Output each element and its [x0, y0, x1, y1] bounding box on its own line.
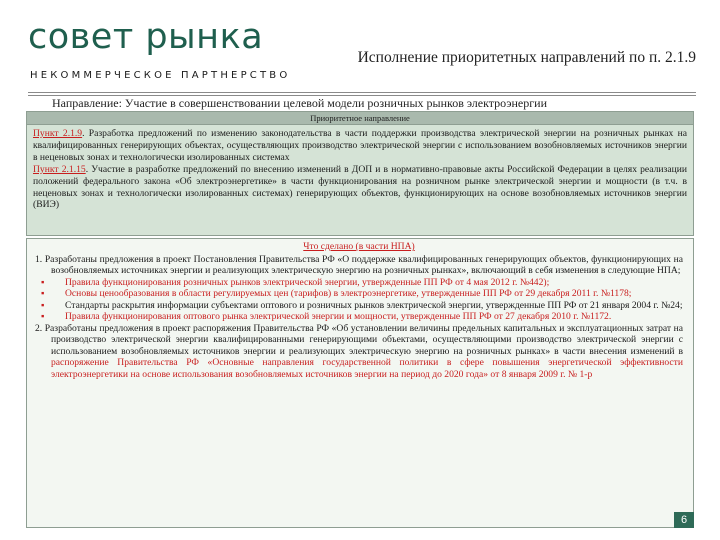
page-number: 6 [674, 512, 694, 528]
list-item [35, 300, 683, 312]
bullet-text: Правила функционирования оптового рынка электрической энергии и мощности, утвержденные ПП РФ от 27 декабря 2010 г. №1172. [65, 311, 612, 322]
header-divider [28, 92, 696, 93]
bullet-icon: ▪ [41, 311, 45, 322]
list-item [35, 288, 683, 300]
priority-text-2: . Участие в разработке предложений по внесению изменений в ДОП и в нормативно-правовые акты Российской Федерации в целях реализации положений федерального закона «Об электроэнергетике» в части функционирования на розничном рынке электрической энергии и мощности (в т.ч. в неценовых зонах и технологически изолированных системах) генерирующих объектов, функционирующих на основе возобновляемых источников энергии (ВИЭ) [33, 163, 687, 211]
list-item [35, 277, 683, 289]
priority-header: Приоритетное направление [26, 111, 694, 125]
bullet-text: Основы ценообразования в области регулируемых цен (тарифов) в электроэнергетике, утвержденные ПП РФ от 29 декабря 2011 г. №1178; [65, 288, 632, 299]
done-item-2-highlight: распоряжение Правительства РФ «Основные направления государственной политики в сфере повышения энергетической эффективности электроэнергетики на основе использования возобновляемых источников энергии на период до 2020 года» от 8 января 2009 г. № 1-р [51, 357, 683, 380]
direction-heading: Направление: Участие в совершенствовании целевой модели розничных рынков электроэнергии [52, 96, 547, 110]
priority-text-1: . Разработка предложений по изменению законодательства в части поддержки производства электрической энергии на розничных рынках на квалифицированных генерирующих объектах, осуществляющих производство электрической энергии с использованием возобновляемых источников энергии в неценовых зонах и технологически изолированных системах [33, 128, 687, 163]
bullet-icon: ▪ [41, 288, 45, 299]
priority-link-2[interactable]: Пункт 2.1.15 [33, 163, 86, 175]
list-item [35, 311, 683, 323]
done-item-2-text: 2. Разработаны предложения в проект распоряжения Правительства РФ «Об установлении величины предельных капитальных и эксплуатационных затрат на производство электрической энергии квалифицированными генерирующими объектами, осуществляющими производство электрической энергии с использованием возобновляемых источников энергии и реализующих электрическую энергию на розничных рынках» в части внесения изменений в [35, 322, 683, 357]
done-item-2 [35, 323, 683, 381]
bullet-icon: ▪ [41, 276, 45, 288]
priority-item-1 [33, 128, 687, 164]
bullet-text: Правила функционирования розничных рынков электрической энергии, утвержденные ПП РФ от 4 мая 2012 г. №442); [65, 276, 550, 288]
done-section [26, 238, 694, 528]
bullet-icon: ▪ [41, 299, 45, 311]
priority-body [26, 125, 694, 236]
priority-link-1[interactable]: Пункт 2.1.9 [33, 128, 83, 139]
slide-title: Исполнение приоритетных направлений по п. 2.1.9 [357, 49, 696, 66]
bullet-text: Стандарты раскрытия информации субъектами оптового и розничных рынков электрической энергии, утвержденные ПП РФ от 21 января 2004 г. №24; [65, 299, 683, 311]
done-title: Что сделано (в части НПА) [303, 241, 415, 252]
priority-item-2 [33, 164, 687, 212]
logo-subtitle: НЕКОММЕРЧЕСКОЕ ПАРТНЕРСТВО [30, 70, 291, 81]
done-item-1: 1. Разработаны предложения в проект Постановления Правительства РФ «О поддержке квалифицированных генерирующих объектов, функционирующих на возобновляемых источниках энергии и реализующих электрическую энергию на розничных рынках», включающий в себя изменения в следующие НПА; [35, 253, 683, 276]
logo-text: совет рынка [28, 17, 264, 57]
